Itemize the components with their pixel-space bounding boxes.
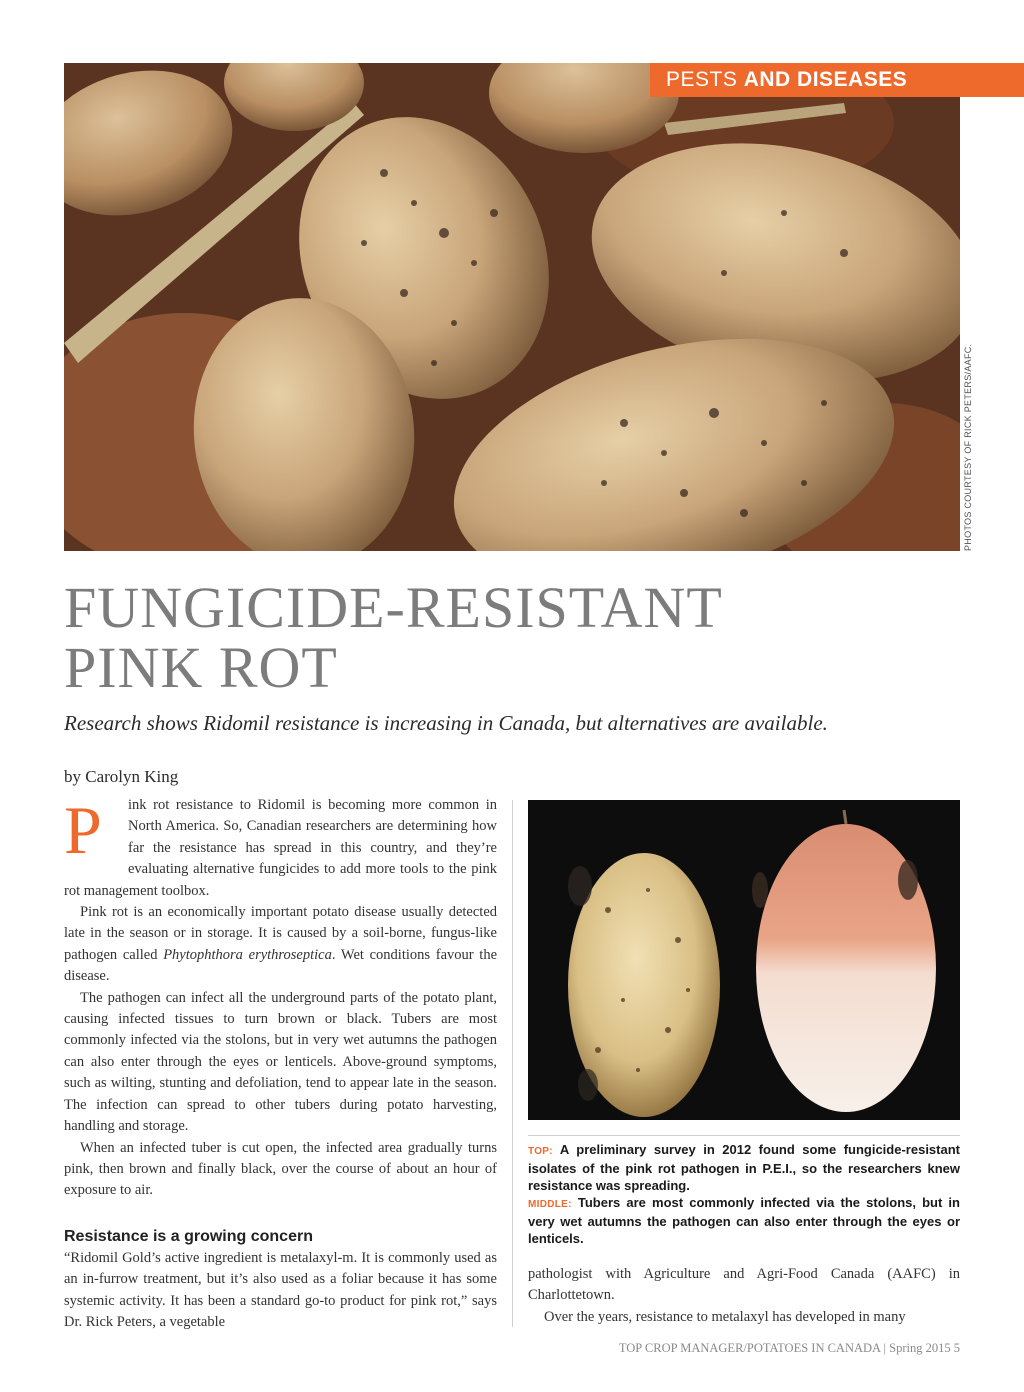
caption-top-text: A preliminary survey in 2012 found some fungicide-resistant isolates of the pink rot pathogen in P.E.I., so the researchers knew resistance was spreading. — [528, 1142, 960, 1193]
caption-middle-label: MIDDLE: — [528, 1199, 572, 1210]
pathogen-name: Phytophthora erythroseptica — [163, 946, 332, 963]
photo-credit: PHOTOS COURTESY OF RICK PETERS/AAFC. — [963, 343, 973, 551]
article-column-right — [528, 1264, 960, 1328]
tuber-cross-section-photo — [528, 800, 960, 1120]
paragraph-2-text-b: . Wet conditions favour the disease. — [64, 946, 498, 985]
byline: by Carolyn King — [64, 767, 179, 786]
paragraph-2-text-a: Pink rot is an economically important potato disease usually detected late in the season or in storage. It is caused by a soil-borne, fungus-like pathogen called — [64, 904, 497, 963]
caption-top — [528, 1141, 960, 1194]
paragraph-7: Over the years, resistance to metalaxyl has developed in many — [544, 1308, 906, 1325]
paragraph-4: When an infected tuber is cut open, the infected area gradually turns pink, then brown and finally black, over the course of about an hour of exposure to air. — [64, 1139, 497, 1199]
caption-middle — [528, 1194, 960, 1247]
caption-top-label: TOP: — [528, 1146, 553, 1157]
paragraph-1 — [64, 792, 497, 902]
paragraph-6: pathologist with Agriculture and Agri-Food Canada (AAFC) in Charlottetown. — [528, 1266, 960, 1304]
deck: Research shows Ridomil resistance is increasing in Canada, but alternatives are available. — [64, 711, 828, 735]
page-footer: TOP CROP MANAGER/POTATOES IN CANADA | Spring 2015 5 — [618, 1341, 960, 1355]
headline-line-1: FUNGICIDE-RESISTANT — [64, 575, 723, 640]
footer-publication: TOP CROP MANAGER/POTATOES IN CANADA — [618, 1341, 881, 1355]
section-label-bold: AND DISEASES — [743, 68, 908, 91]
headline-line-2: PINK ROT — [64, 635, 338, 700]
page-number: 5 — [953, 1341, 960, 1355]
paragraph-3: The pathogen can infect all the underground parts of the potato plant, causing infected tissues to turn brown or black. Tubers are most commonly infected via the stolons, but in very wet autumns the pathogen can also enter through the eyes or lenticels. Above-ground symptoms, such as wilting, stunting and defoliation, tend to appear late in the season. The infection can spread to other tubers during potato harvesting, handling and storage. — [64, 989, 497, 1135]
article-column-left — [64, 792, 498, 1333]
section-label — [650, 63, 1024, 97]
subhead: Resistance is a growing concern — [64, 1227, 313, 1245]
potatoes-in-soil-illustration — [64, 63, 960, 551]
tuber-comparison-illustration — [528, 800, 960, 1120]
caption-middle-text: Tubers are most commonly infected via the stolons, but in very wet autumns the pathogen can also enter through the eyes or lenticels. — [528, 1195, 960, 1246]
caption-rule — [528, 1135, 960, 1136]
hero-photo — [64, 63, 960, 551]
footer-issue: Spring 2015 — [889, 1341, 951, 1355]
paragraph-5: “Ridomil Gold’s active ingredient is metalaxyl-m. It is commonly used as an in-furrow treatment, but it’s also used as a foliar because it has some systemic activity. It has been a standard go-to product for pink rot,” says Dr. Rick Peters, a vegetable — [64, 1249, 497, 1330]
photo-caption — [528, 1141, 960, 1247]
column-divider — [512, 800, 513, 1327]
section-label-light: PESTS — [666, 68, 744, 91]
headline — [64, 575, 964, 700]
paragraph-2 — [64, 902, 497, 988]
paragraph-1-text: ink rot resistance to Ridomil is becoming more common in North America. So, Canadian researchers are determining how far the resistance has spread in this country, and they’re evaluating alternative fungicides to add more tools to the pink rot management toolbox. — [64, 797, 497, 899]
drop-cap: P — [64, 792, 102, 868]
